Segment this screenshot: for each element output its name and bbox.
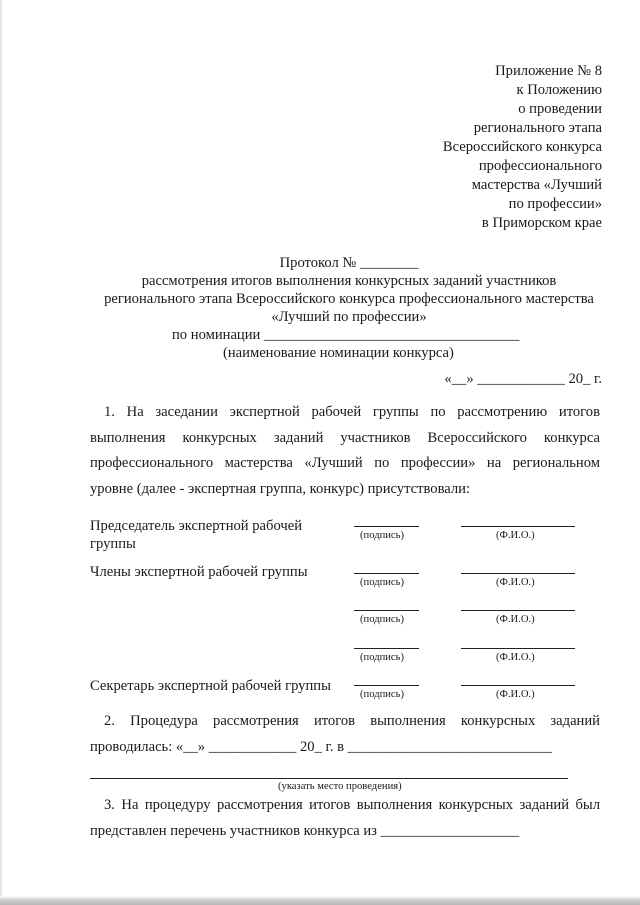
secretary-sign-hint: (подпись) [360, 689, 404, 700]
chair-name-line [461, 526, 575, 527]
paragraph-1-line-1: 1. На заседании экспертной рабочей группы по рассмотрению итогов [104, 404, 600, 420]
protocol-subtitle-line-2: регионального этапа Всероссийского конкурса профессионального мастерства [104, 291, 594, 307]
paragraph-2-line-2: проводилась: «__» ____________ 20_ г. в ____________________________ [90, 738, 552, 755]
paragraph-1-line-2: выполнения конкурсных заданий участников Всероссийского конкурса [90, 429, 600, 446]
appendix-line-4: регионального этапа [473, 120, 602, 136]
member-2-name-hint: (Ф.И.О.) [496, 614, 535, 625]
appendix-line-1: Приложение № 8 [495, 63, 602, 79]
protocol-date: «__» ____________ 20_ г. [444, 371, 602, 387]
member-1-sign-hint: (подпись) [360, 577, 404, 588]
paragraph-2 [90, 709, 600, 760]
scan-edge-bottom [0, 896, 640, 905]
member-2-sign-hint: (подпись) [360, 614, 404, 625]
member-3-name-hint: (Ф.И.О.) [496, 652, 535, 663]
paragraph-2-line-1: 2. Процедура рассмотрения итогов выполнения конкурсных заданий [104, 713, 600, 729]
secretary-label: Секретарь экспертной рабочей группы [90, 678, 331, 694]
paragraph-1-line-4: уровне (далее - экспертная группа, конкурс) присутствовали: [90, 480, 471, 497]
members-label: Члены экспертной рабочей группы [90, 564, 308, 580]
member-3-name-line [461, 648, 575, 649]
member-2-sign-line [354, 610, 419, 611]
appendix-line-3: о проведении [518, 101, 602, 117]
protocol-title: Протокол № ________ [279, 255, 419, 271]
chair-label-line-1: Председатель экспертной рабочей [90, 518, 303, 534]
appendix-line-7: мастерства «Лучший [471, 177, 602, 193]
protocol-subtitle-line-1: рассмотрения итогов выполнения конкурсных заданий участников [141, 273, 557, 289]
protocol-subtitle-line-3: «Лучший по профессии» [271, 309, 427, 325]
chair-sign-line [354, 526, 419, 527]
member-1-sign-line [354, 573, 419, 574]
member-1-name-hint: (Ф.И.О.) [496, 577, 535, 588]
paragraph-3 [90, 793, 600, 844]
appendix-line-8: по профессии» [508, 196, 602, 212]
secretary-name-line [461, 685, 575, 686]
secretary-name-hint: (Ф.И.О.) [496, 689, 535, 700]
chair-name-hint: (Ф.И.О.) [496, 530, 535, 541]
paragraph-3-line-2: представлен перечень участников конкурса из ___________________ [90, 822, 520, 839]
paragraph-1 [90, 400, 600, 502]
paragraph-1-line-3: профессионального мастерства «Лучший по профессии» на региональном [90, 455, 600, 471]
appendix-line-6: профессионального [478, 158, 602, 174]
nomination-field: по номинации ___________________________________ [172, 327, 520, 343]
member-3-sign-hint: (подпись) [360, 652, 404, 663]
member-2-name-line [461, 610, 575, 611]
nomination-hint: (наименование номинации конкурса) [223, 345, 454, 361]
chair-sign-hint: (подпись) [360, 530, 404, 541]
paragraph-3-line-1: 3. На процедуру рассмотрения итогов выполнения конкурсных заданий был [104, 797, 600, 813]
member-3-sign-line [354, 648, 419, 649]
appendix-line-5: Всероссийского конкурса [442, 139, 602, 155]
secretary-sign-line [354, 685, 419, 686]
appendix-line-9: в Приморском крае [481, 215, 602, 231]
chair-label-line-2: группы [90, 536, 136, 552]
scan-edge-left [0, 0, 2, 905]
member-1-name-line [461, 573, 575, 574]
place-hint: (указать место проведения) [278, 781, 402, 792]
place-line [90, 778, 568, 779]
appendix-line-2: к Положению [516, 82, 602, 98]
